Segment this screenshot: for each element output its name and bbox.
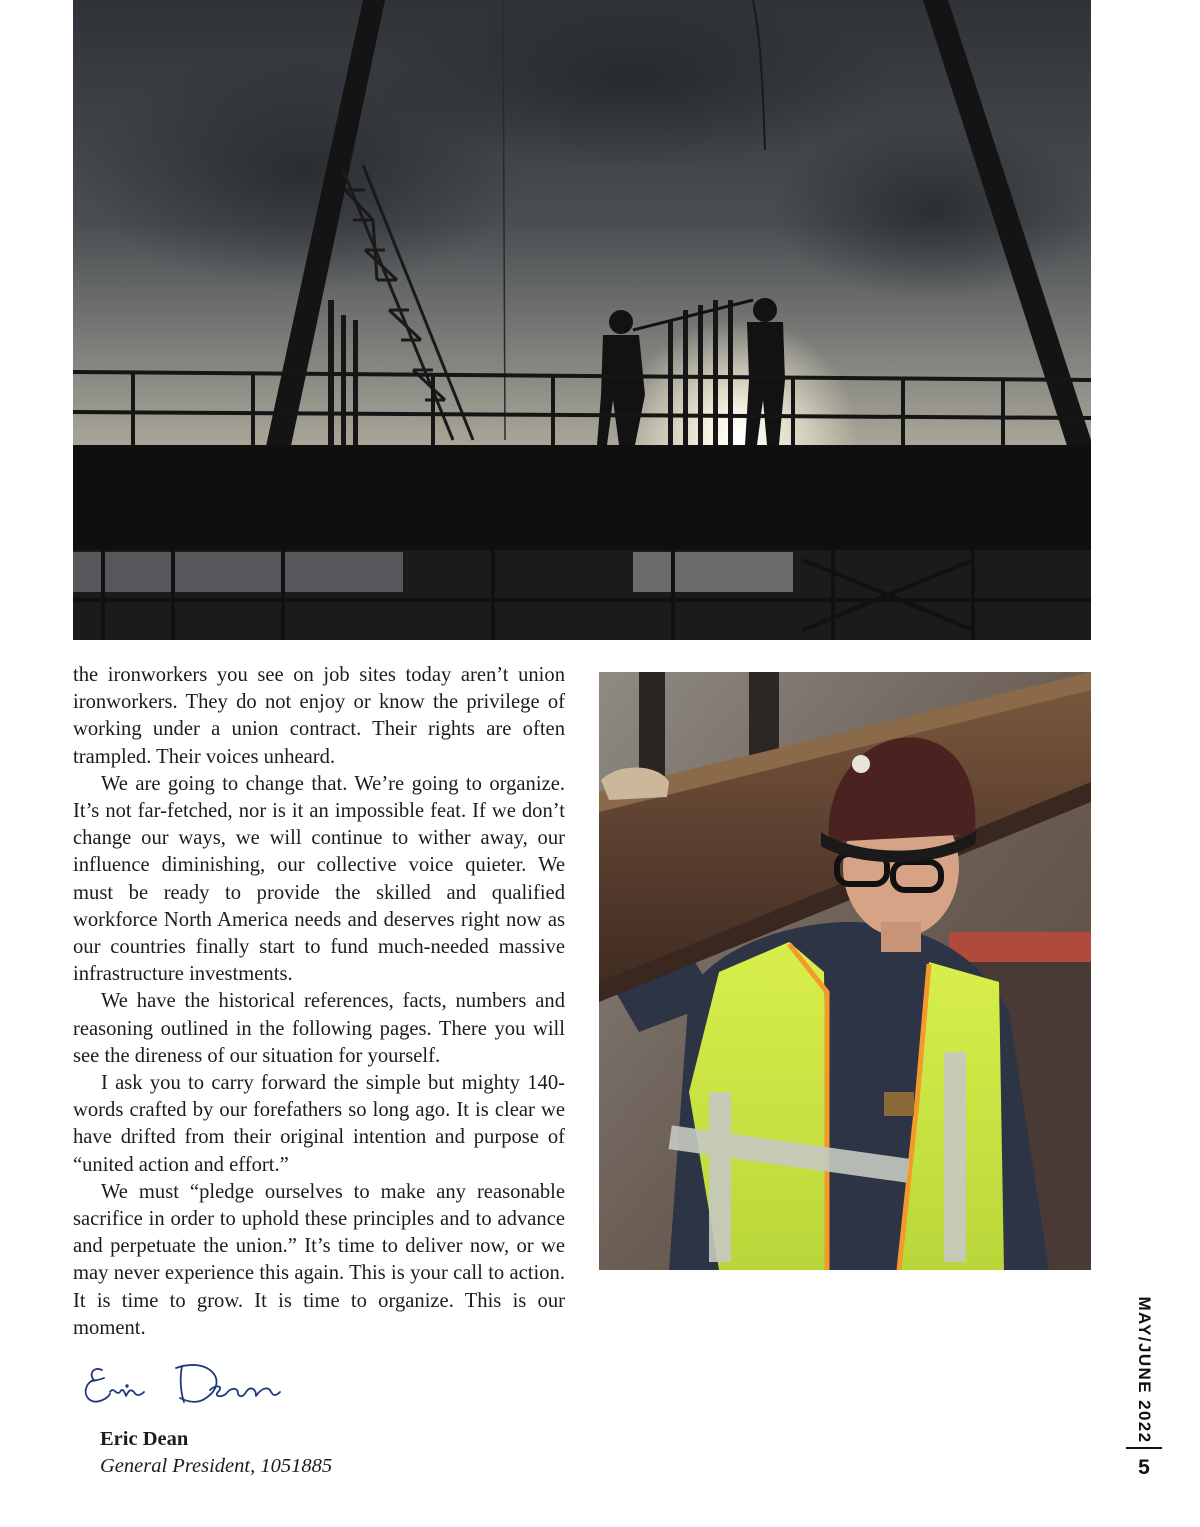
folio-divider bbox=[1126, 1447, 1162, 1449]
handwritten-signature bbox=[80, 1352, 310, 1414]
article-paragraph: We have the historical references, facts, numbers and reasoning outlined in the following pages. There you will see the direness of our situation for yourself. bbox=[73, 990, 565, 1067]
issue-date: MAY/JUNE 2022 bbox=[1135, 1296, 1154, 1444]
hero-photo bbox=[73, 0, 1091, 640]
signer-title: General President, 1051885 bbox=[100, 1455, 333, 1477]
worker-photo bbox=[599, 672, 1091, 1270]
article-paragraph: the ironworkers you see on job sites today aren’t union ironworkers. They do not enjoy or know the privilege of working under a union contract. Their rights are often trampled. Their voices unheard. bbox=[73, 664, 565, 768]
article-paragraph: We are going to change that. We’re going to organize. It’s not far-fetched, nor is it an impossible feat. If we don’t change our ways, we will continue to wither away, our influence diminishing, our collective voice quieter. We must be ready to provide the skilled and qualified workforce North America needs and deserves right now as our countries finally start to fund much-needed massive infrastructure investments. bbox=[73, 772, 565, 986]
signer-name: Eric Dean bbox=[100, 1428, 189, 1450]
page-number: 5 bbox=[1138, 1456, 1150, 1479]
article-paragraph: I ask you to carry forward the simple but mighty 140-words crafted by our forefathers so long ago. It is clear we have drifted from their original intention and purpose of “united action and effort.” bbox=[73, 1072, 565, 1176]
article-paragraph: We must “pledge ourselves to make any reasonable sacrifice in order to uphold these principles and to advance and perpetuate the union.” It’s time to deliver now, or we may never experience this again. This is your call to action. It is time to grow. It is time to organize. This is our moment. bbox=[73, 1180, 565, 1339]
article-body bbox=[73, 662, 565, 1342]
